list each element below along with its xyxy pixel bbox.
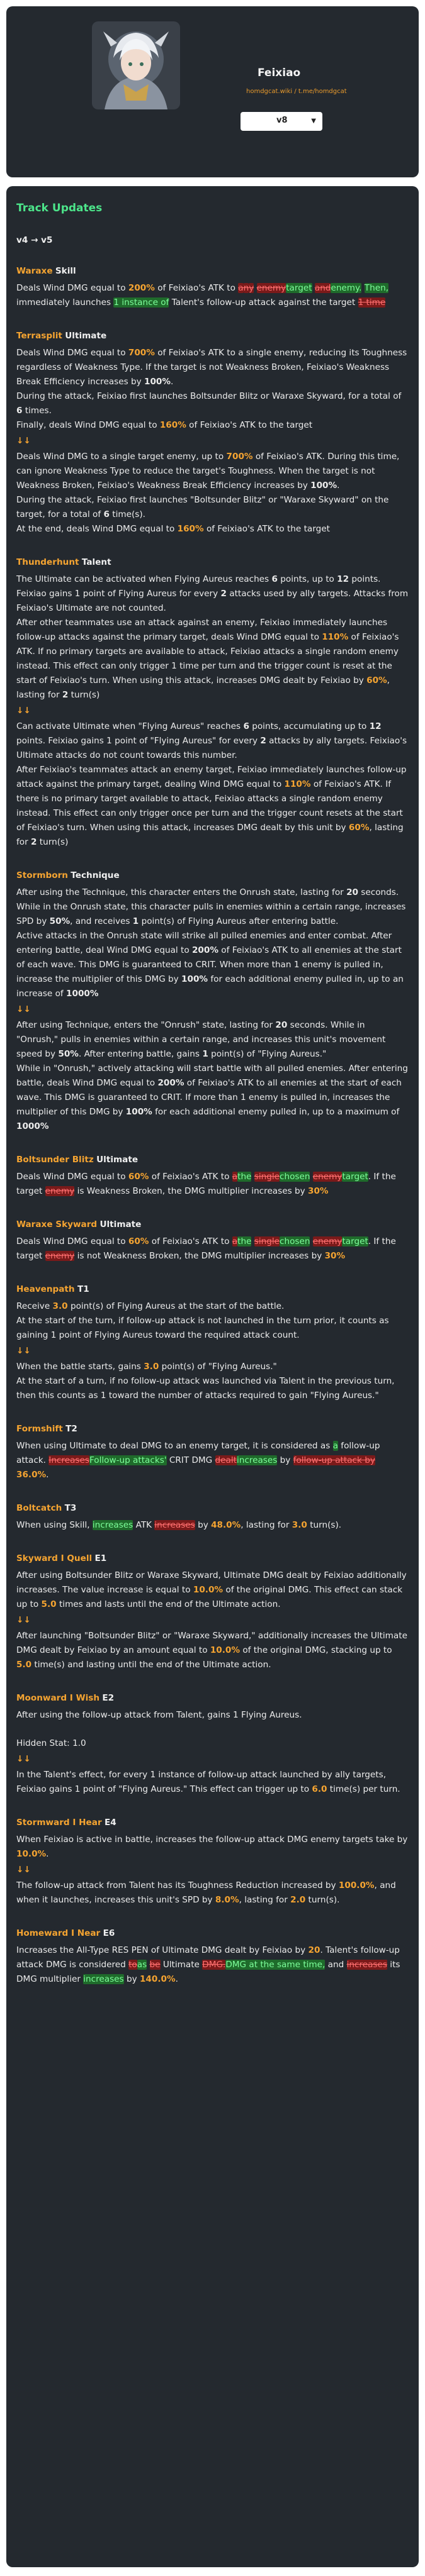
skill-desc: After using Boltsunder Blitz or Waraxe Skyward, Ultimate DMG dealt by Feixiao additionally increases. The value increase is equal to 10.0% of the original DMG. This effect can stack up to 5.0 times and lasts until the end of the Ultimate action. (16, 1570, 407, 1609)
added-text: DMG at the same time, (225, 1960, 326, 1970)
skill-boltcatch (16, 1501, 409, 1533)
added-text: the (237, 1236, 252, 1246)
skill-stormborn (16, 869, 409, 1134)
added-text: Follow-up attacks' (89, 1455, 167, 1465)
value-number: 50% (58, 1049, 79, 1059)
skill-header (16, 555, 409, 570)
removed-text: y (249, 283, 254, 293)
removed-text: to (128, 1960, 137, 1970)
value-number: 20 (308, 1945, 320, 1955)
value-number: 1 (202, 1049, 208, 1059)
skill-desc: After using the Technique, this character enters the Onrush state, lasting for 20 seconds. While in the Onrush state, this character pulls in enemies within a certain range, increases SPD by 50%, and receives 1 point(s) of Flying Aureus after entering battle. (16, 887, 406, 926)
added-text: increases (236, 1455, 278, 1465)
removed-text: enemy (45, 1186, 75, 1196)
skill-e6 (16, 1926, 409, 1987)
removed-text: dealt (215, 1455, 237, 1465)
skill-header (16, 869, 409, 883)
skill-desc: During the attack, Feixiao first launches "Boltsunder Blitz" or "Waraxe Skyward" on the target, for a total of 6 time(s). (16, 495, 389, 519)
skill-desc: When using Ultimate to deal DMG to an enemy target, it is considered as a follow-up attack. IncreasesFollow-up attacks' CRIT DMG dealtincreases by follow-up attack by 36.0%. (16, 1441, 380, 1480)
character-name: Feixiao (258, 67, 301, 79)
value-number: 1000% (16, 1121, 49, 1131)
skill-waraxe (16, 264, 409, 310)
removed-text: enemy (45, 1251, 75, 1261)
added-text: chosen (280, 1236, 310, 1246)
value-number: 2 (260, 736, 266, 746)
skill-header (16, 1501, 409, 1516)
value-number: 200% (191, 945, 218, 955)
value-number: 12 (337, 574, 349, 584)
value-number: 3.0 (52, 1301, 68, 1311)
skill-desc: Can activate Ultimate when "Flying Aureus" reaches 6 points, accumulating up to 12 points. Feixiao gains 1 point of "Flying Aureus" for every 2 attacks by ally targets. Feixiao's Ultimate attacks do not count towards this number. (16, 721, 407, 760)
skill-name: Waraxe (16, 266, 53, 276)
skill-desc: Active attacks in the Onrush state will strike all pulled enemies and enter combat. After entering battle, deal Wind DMG equal to 200% of Feixiao's ATK to all enemies at the start of each wave. This DMG is guaranteed to CRIT. When more than 1 enemy is pulled in, increase the multiplier of this DMG by 100% for each additional enemy pulled in, up to an increase of 1000% (16, 931, 404, 999)
skill-name: Terrasplit (16, 331, 62, 341)
value-number: 60% (128, 1236, 149, 1246)
removed-text: follow-up attack by (293, 1455, 375, 1465)
removed-text: be (149, 1960, 161, 1970)
removed-text: single (254, 1236, 280, 1246)
removed-text: and (314, 283, 331, 293)
removed-text: a (232, 1236, 238, 1246)
skill-desc: Deals Wind DMG equal to 60% of Feixiao's ATK to athe singlechosen enemytarget. If the target enemy is Weakness Broken, the DMG multiplier increases by 30% (16, 1172, 396, 1196)
removed-text: increases (154, 1520, 195, 1530)
removed-text: enemy (312, 1172, 343, 1182)
added-text: target (286, 283, 312, 293)
value-number: 1 (132, 916, 139, 926)
removed-text: enemy (312, 1236, 343, 1246)
skill-terrasplit (16, 329, 409, 536)
skill-desc: After launching "Boltsunder Blitz" or "Waraxe Skyward," additionally increases the Ultimate DMG dealt by Feixiao by an amount equal to 10.0% of the original DMG, stacking up to 5.0 time(s) and lasting until the end of the Ultimate action. (16, 1631, 407, 1670)
removed-text: 1 time (358, 297, 386, 308)
skill-header (16, 1282, 409, 1297)
skill-e2 (16, 1691, 409, 1797)
skill-name: Boltcatch (16, 1503, 62, 1513)
value-number: 6.0 (312, 1784, 327, 1794)
change-arrow: ↓↓ (16, 436, 31, 446)
skill-desc: During the attack, Feixiao first launches Boltsunder Blitz or Waraxe Skyward, for a total of 6 times. (16, 391, 402, 416)
value-number: 20 (346, 887, 358, 897)
skill-boltsunder (16, 1153, 409, 1199)
character-portrait (92, 21, 180, 109)
skill-name: Homeward I Near (16, 1928, 101, 1938)
value-number: 6 (271, 574, 278, 584)
value-number: 700% (128, 348, 155, 358)
change-arrow: ↓↓ (16, 1004, 31, 1014)
skill-waraxe-skyward (16, 1218, 409, 1263)
removed-text: single (254, 1172, 280, 1182)
skill-type: Talent (81, 557, 111, 567)
change-arrow: ↓↓ (16, 706, 31, 716)
skill-type: E2 (102, 1693, 115, 1703)
added-text: as (137, 1960, 147, 1970)
skill-type: Technique (71, 870, 120, 880)
character-header (6, 6, 419, 177)
value-number: 100% (125, 1107, 152, 1117)
added-text: a (332, 1441, 338, 1451)
skill-type: E1 (94, 1553, 107, 1563)
skill-desc: Deals Wind DMG to a single target enemy, up to 700% of Feixiao's ATK. During this time, can ignore Weakness Type to reduce the target's Toughness. When the target is not Weakness Broken, Feixiao's Weakness Break Efficiency increases by 100%. (16, 452, 400, 491)
skill-desc: At the start of the turn, if follow-up attack is not launched in the turn prior, it counts as gaining 1 point of Flying Aureus toward the required attack count. (16, 1316, 389, 1340)
version-range: v4 → v5 (16, 235, 53, 245)
track-updates-panel (6, 186, 419, 2567)
skill-name: Moonward I Wish (16, 1693, 99, 1703)
value-number: 12 (369, 721, 382, 731)
removed-text: Increases (48, 1455, 89, 1465)
skill-desc: When Feixiao is active in battle, increases the follow-up attack DMG enemy targets take by 10.0%. (16, 1835, 408, 1859)
removed-text: DMG. (202, 1960, 226, 1970)
skill-formshift (16, 1422, 409, 1482)
value-number: 60% (128, 1172, 149, 1182)
skill-type: T2 (65, 1424, 77, 1434)
added-text: increases (83, 1974, 124, 1984)
change-arrow: ↓↓ (16, 1754, 31, 1764)
value-number: 8.0% (215, 1895, 239, 1905)
chevron-down-icon: ▼ (311, 118, 316, 125)
skill-type: T1 (77, 1284, 89, 1294)
skill-desc: When the battle starts, gains 3.0 point(s) of "Flying Aureus." (16, 1362, 277, 1372)
added-text: increases (92, 1520, 133, 1530)
skill-desc: In the Talent's effect, for every 1 instance of follow-up attack launched by ally targets, Feixiao gains 1 point of "Flying Aureus." This effect can trigger up to 6.0 time(s) per turn. (16, 1770, 400, 1794)
skill-e1 (16, 1552, 409, 1672)
skill-desc: While in "Onrush," actively attacking will start battle with all pulled enemies. After entering battle, deals Wind DMG equal to 200% of Feixiao's ATK to all enemies at the start of each wave. This DMG is guaranteed to CRIT. If more than 1 enemy is pulled in, increases the multiplier of this DMG by 100% for each additional enemy pulled in, up to a maximum of 1000% (16, 1063, 408, 1131)
skill-header (16, 1422, 409, 1436)
value-number: 160% (159, 420, 186, 430)
skill-name: Heavenpath (16, 1284, 75, 1294)
skill-thunderhunt (16, 555, 409, 850)
value-number: 1000% (66, 989, 99, 999)
value-number: 6 (243, 721, 249, 731)
skill-desc: Finally, deals Wind DMG equal to 160% of Feixiao's ATK to the target (16, 420, 313, 430)
version-value: v8 (276, 116, 288, 125)
value-number: 100% (144, 377, 171, 387)
skill-header (16, 1926, 409, 1941)
skill-header (16, 1153, 409, 1167)
skill-header (16, 1552, 409, 1566)
value-number: 2 (220, 589, 227, 599)
skill-type: Skill (55, 266, 76, 276)
value-number: 2.0 (290, 1895, 306, 1905)
skill-desc: After other teammates use an attack against an enemy, Feixiao immediately launches follow-up attacks against the primary target, deals Wind DMG equal to 110% of Feixiao's ATK. If no primary targets are available to attack, Feixiao attacks a single random enemy instead. This effect can only trigger 1 time per turn and the trigger count is reset at the start of Feixiao's turn. When using this attack, increases DMG dealt by Feixiao by 60%, lasting for 2 turn(s) (16, 618, 399, 700)
value-number: 60% (366, 675, 387, 686)
value-number: 700% (226, 452, 253, 462)
value-number: 140.0% (139, 1974, 176, 1984)
added-text: enemy. (331, 283, 362, 293)
skill-header (16, 1816, 409, 1830)
added-text: target (342, 1236, 368, 1246)
skill-name: Thunderhunt (16, 557, 79, 567)
removed-text: n (243, 283, 249, 293)
removed-text: enemy (256, 283, 286, 293)
value-number: 10.0% (193, 1585, 224, 1595)
skill-desc: Receive 3.0 point(s) of Flying Aureus at the start of the battle. (16, 1301, 285, 1311)
value-number: 5.0 (16, 1660, 32, 1670)
site-link[interactable]: homdgcat.wiki / t.me/homdgcat (246, 88, 347, 95)
value-number: 30% (324, 1251, 346, 1261)
added-text: 1 instance of (113, 297, 169, 308)
value-number: 36.0% (16, 1470, 47, 1480)
value-number: 160% (177, 524, 204, 534)
value-number: 2 (31, 837, 37, 847)
value-number: 60% (348, 823, 370, 833)
skill-desc: Deals Wind DMG equal to 200% of Feixiao's ATK to any enemytarget andenemy. Then, immediately launches 1 instance of Talent's follow-up attack against the target 1 time (16, 283, 389, 308)
removed-text: increases (346, 1960, 387, 1970)
skill-desc: The follow-up attack from Talent has its Toughness Reduction increased by 100.0%, and when it launches, increases this unit's SPD by 8.0%, lasting for 2.0 turn(s). (16, 1880, 396, 1905)
skill-header (16, 329, 409, 343)
skill-name: Stormborn (16, 870, 68, 880)
skill-desc: At the start of a turn, if no follow-up attack was launched via Talent in the previous turn, then this counts as 1 toward the number of attacks required to gain "Flying Aureus." (16, 1376, 395, 1401)
value-number: 5.0 (41, 1599, 57, 1609)
skill-name: Formshift (16, 1424, 63, 1434)
added-text: the (237, 1172, 252, 1182)
value-number: 100.0% (338, 1880, 375, 1890)
removed-text: a (232, 1172, 238, 1182)
skill-type: Ultimate (65, 331, 107, 341)
skill-name: Boltsunder Blitz (16, 1155, 94, 1165)
value-number: 100% (310, 480, 337, 491)
skill-name: Skyward I Quell (16, 1553, 93, 1563)
value-number: 200% (128, 283, 155, 293)
value-number: 30% (308, 1186, 329, 1196)
skill-desc: Deals Wind DMG equal to 700% of Feixiao's ATK to a single enemy, reducing its Toughness regardless of Weakness Type. If the target is not Weakness Broken, Feixiao's Weakness Break Efficiency increases by 100%. (16, 348, 407, 387)
removed-text: a (238, 283, 244, 293)
change-arrow: ↓↓ (16, 1865, 31, 1875)
change-arrow: ↓↓ (16, 1615, 31, 1625)
skill-type: Ultimate (99, 1219, 142, 1230)
skill-desc: At the end, deals Wind DMG equal to 160% of Feixiao's ATK to the target (16, 524, 330, 534)
value-number: 2 (62, 690, 69, 700)
value-number: 200% (157, 1078, 184, 1088)
added-text: Then, (364, 283, 389, 293)
skill-name: Waraxe Skyward (16, 1219, 98, 1230)
skill-desc: After Feixiao's teammates attack an enemy target, Feixiao immediately launches follow-up attack against the primary target, dealing Wind DMG equal to 110% of Feixiao's ATK. If there is no primary target available to attack, Feixiao attacks a single random enemy instead. This effect can only trigger once per turn and the trigger count resets at the start of Feixiao's turn. When using this attack, increases DMG dealt by this unit by 60%, lasting for 2 turn(s) (16, 765, 407, 847)
value-number: 6 (16, 406, 23, 416)
value-number: 110% (322, 632, 349, 642)
skill-header (16, 1218, 409, 1232)
value-number: 10.0% (210, 1645, 241, 1655)
added-text: target (342, 1172, 368, 1182)
version-select[interactable] (241, 112, 322, 131)
value-number: 110% (284, 779, 311, 789)
value-number: 48.0% (211, 1520, 241, 1530)
skill-heavenpath (16, 1282, 409, 1403)
value-number: 3.0 (144, 1362, 159, 1372)
skill-desc: Hidden Stat: 1.0 (16, 1738, 86, 1748)
skill-desc: Deals Wind DMG equal to 60% of Feixiao's ATK to athe singlechosen enemytarget. If the target enemy is not Weakness Broken, the DMG multiplier increases by 30% (16, 1236, 396, 1261)
value-number: 10.0% (16, 1849, 47, 1859)
skill-desc: When using Skill, increases ATK increases by 48.0%, lasting for 3.0 turn(s). (16, 1520, 342, 1530)
skill-name: Stormward I Hear (16, 1818, 102, 1828)
change-arrow: ↓↓ (16, 1346, 31, 1356)
value-number: 6 (103, 509, 110, 519)
section-title: Track Updates (16, 202, 103, 214)
skill-type: T3 (64, 1503, 77, 1513)
skill-type: E4 (105, 1818, 116, 1828)
value-number: 20 (275, 1020, 288, 1030)
added-text: chosen (280, 1172, 310, 1182)
skill-desc: The Ultimate can be activated when Flying Aureus reaches 6 points, up to 12 points. Feixiao gains 1 point of Flying Aureus for every 2 attacks used by ally targets. Attacks from Feixiao's Ultimate are not counted. (16, 574, 409, 613)
value-number: 100% (181, 974, 208, 984)
skill-desc: Increases the All-Type RES PEN of Ultimate DMG dealt by Feixiao by 20. Talent's follow-up attack DMG is considered toas be Ultimate DMG.DMG at the same time, and increases its DMG multiplier increases by 140.0%. (16, 1945, 400, 1984)
skill-type: E6 (103, 1928, 115, 1938)
skill-desc: After using Technique, enters the "Onrush" state, lasting for 20 seconds. While in "Onrush," pulls in enemies within a certain range, and increases this unit's movement speed by 50%. After entering battle, gains 1 point(s) of "Flying Aureus." (16, 1020, 386, 1059)
value-number: 3.0 (292, 1520, 307, 1530)
skill-desc: After using the follow-up attack from Talent, gains 1 Flying Aureus. (16, 1710, 302, 1720)
skill-header (16, 1691, 409, 1706)
skill-e4 (16, 1816, 409, 1907)
value-number: 50% (49, 916, 71, 926)
skill-header (16, 264, 409, 279)
skill-type: Ultimate (96, 1155, 139, 1165)
